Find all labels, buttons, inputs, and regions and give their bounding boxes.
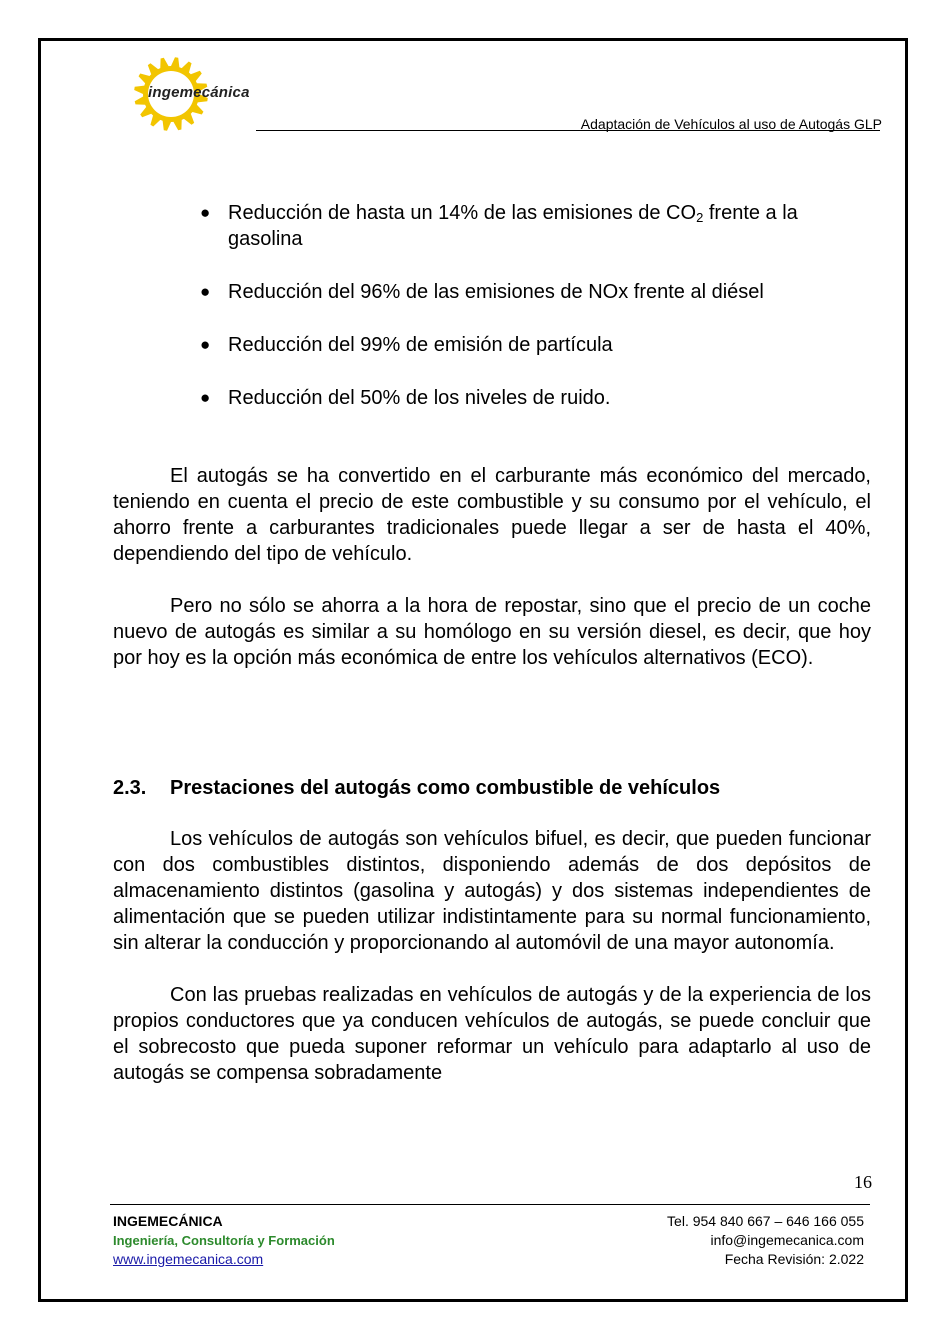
section-title: Prestaciones del autogás como combustible de vehículos [170, 777, 721, 799]
subscript: 2 [696, 210, 704, 225]
list-item [113, 332, 871, 358]
footer-divider [110, 1204, 870, 1205]
list-item [113, 385, 871, 411]
paragraph: Los vehículos de autogás son vehículos bifuel, es decir, que pueden funcionar con dos combustibles distintos, disponiendo además de dos depósitos de almacenamiento distintos (gasolina y autogás) y dos sistemas independientes de alimentación que se pueden utilizar indistintamente para su normal funcionamiento, sin alterar la conducción y proporcionando al automóvil de una mayor autonomía. [113, 828, 871, 954]
bullet-text-tail: frente a la gasolina [228, 202, 798, 250]
header-divider [256, 130, 880, 131]
bullet-icon: ● [200, 203, 211, 222]
logo-text: ingemecánica [148, 84, 250, 101]
bullet-text: Reducción del 50% de los niveles de ruido. [228, 387, 611, 409]
footer-phone: Tel. 954 840 667 – 646 166 055 [667, 1213, 864, 1229]
footer-revision: Fecha Revisión: 2.022 [724, 1251, 864, 1267]
section-number: 2.3. [113, 777, 147, 799]
bullet-text: Reducción del 96% de las emisiones de NOx frente al diésel [228, 281, 764, 303]
bullet-icon: ● [200, 282, 211, 301]
section-heading [113, 775, 871, 801]
footer-right [667, 1212, 864, 1269]
bullet-icon: ● [200, 388, 211, 407]
page-number: 16 [854, 1172, 872, 1192]
list-item [113, 279, 871, 305]
document-title: Adaptación de Vehículos al uso de Autogás GLP [580, 116, 882, 132]
footer-left [113, 1212, 335, 1269]
paragraph: El autogás se ha convertido en el carburante más económico del mercado, teniendo en cuenta el precio de este combustible y su consumo por el vehículo, el ahorro frente a carburantes tradicionales puede llegar a ser de hasta el 40%, dependiendo del tipo de vehículo. [113, 465, 871, 565]
bullet-icon: ● [200, 335, 211, 354]
footer-tagline: Ingeniería, Consultoría y Formación [113, 1233, 335, 1248]
bullet-text: Reducción de hasta un 14% de las emisiones de CO [228, 202, 697, 224]
list-item [113, 200, 871, 252]
main-content [113, 200, 871, 1086]
footer-email[interactable]: info@ingemecanica.com [710, 1232, 864, 1248]
paragraph: Con las pruebas realizadas en vehículos de autogás y de la experiencia de los propios conductores que ya conducen vehículos de autogás, se puede concluir que el sobrecosto que pueda suponer reformar un vehículo para adaptarlo al uso de autogás se compensa sobradamente [113, 984, 871, 1084]
bullet-text: Reducción del 99% de emisión de partícula [228, 334, 613, 356]
footer-company: INGEMECÁNICA [113, 1213, 223, 1229]
website-link[interactable]: www.ingemecanica.com [113, 1251, 264, 1267]
paragraph: Pero no sólo se ahorra a la hora de repostar, sino que el precio de un coche nuevo de autogás es similar a su homólogo en su versión diesel, es decir, que hoy por hoy es la opción más económica de entre los vehículos alternativos (ECO). [113, 595, 871, 669]
benefits-list [113, 200, 871, 411]
